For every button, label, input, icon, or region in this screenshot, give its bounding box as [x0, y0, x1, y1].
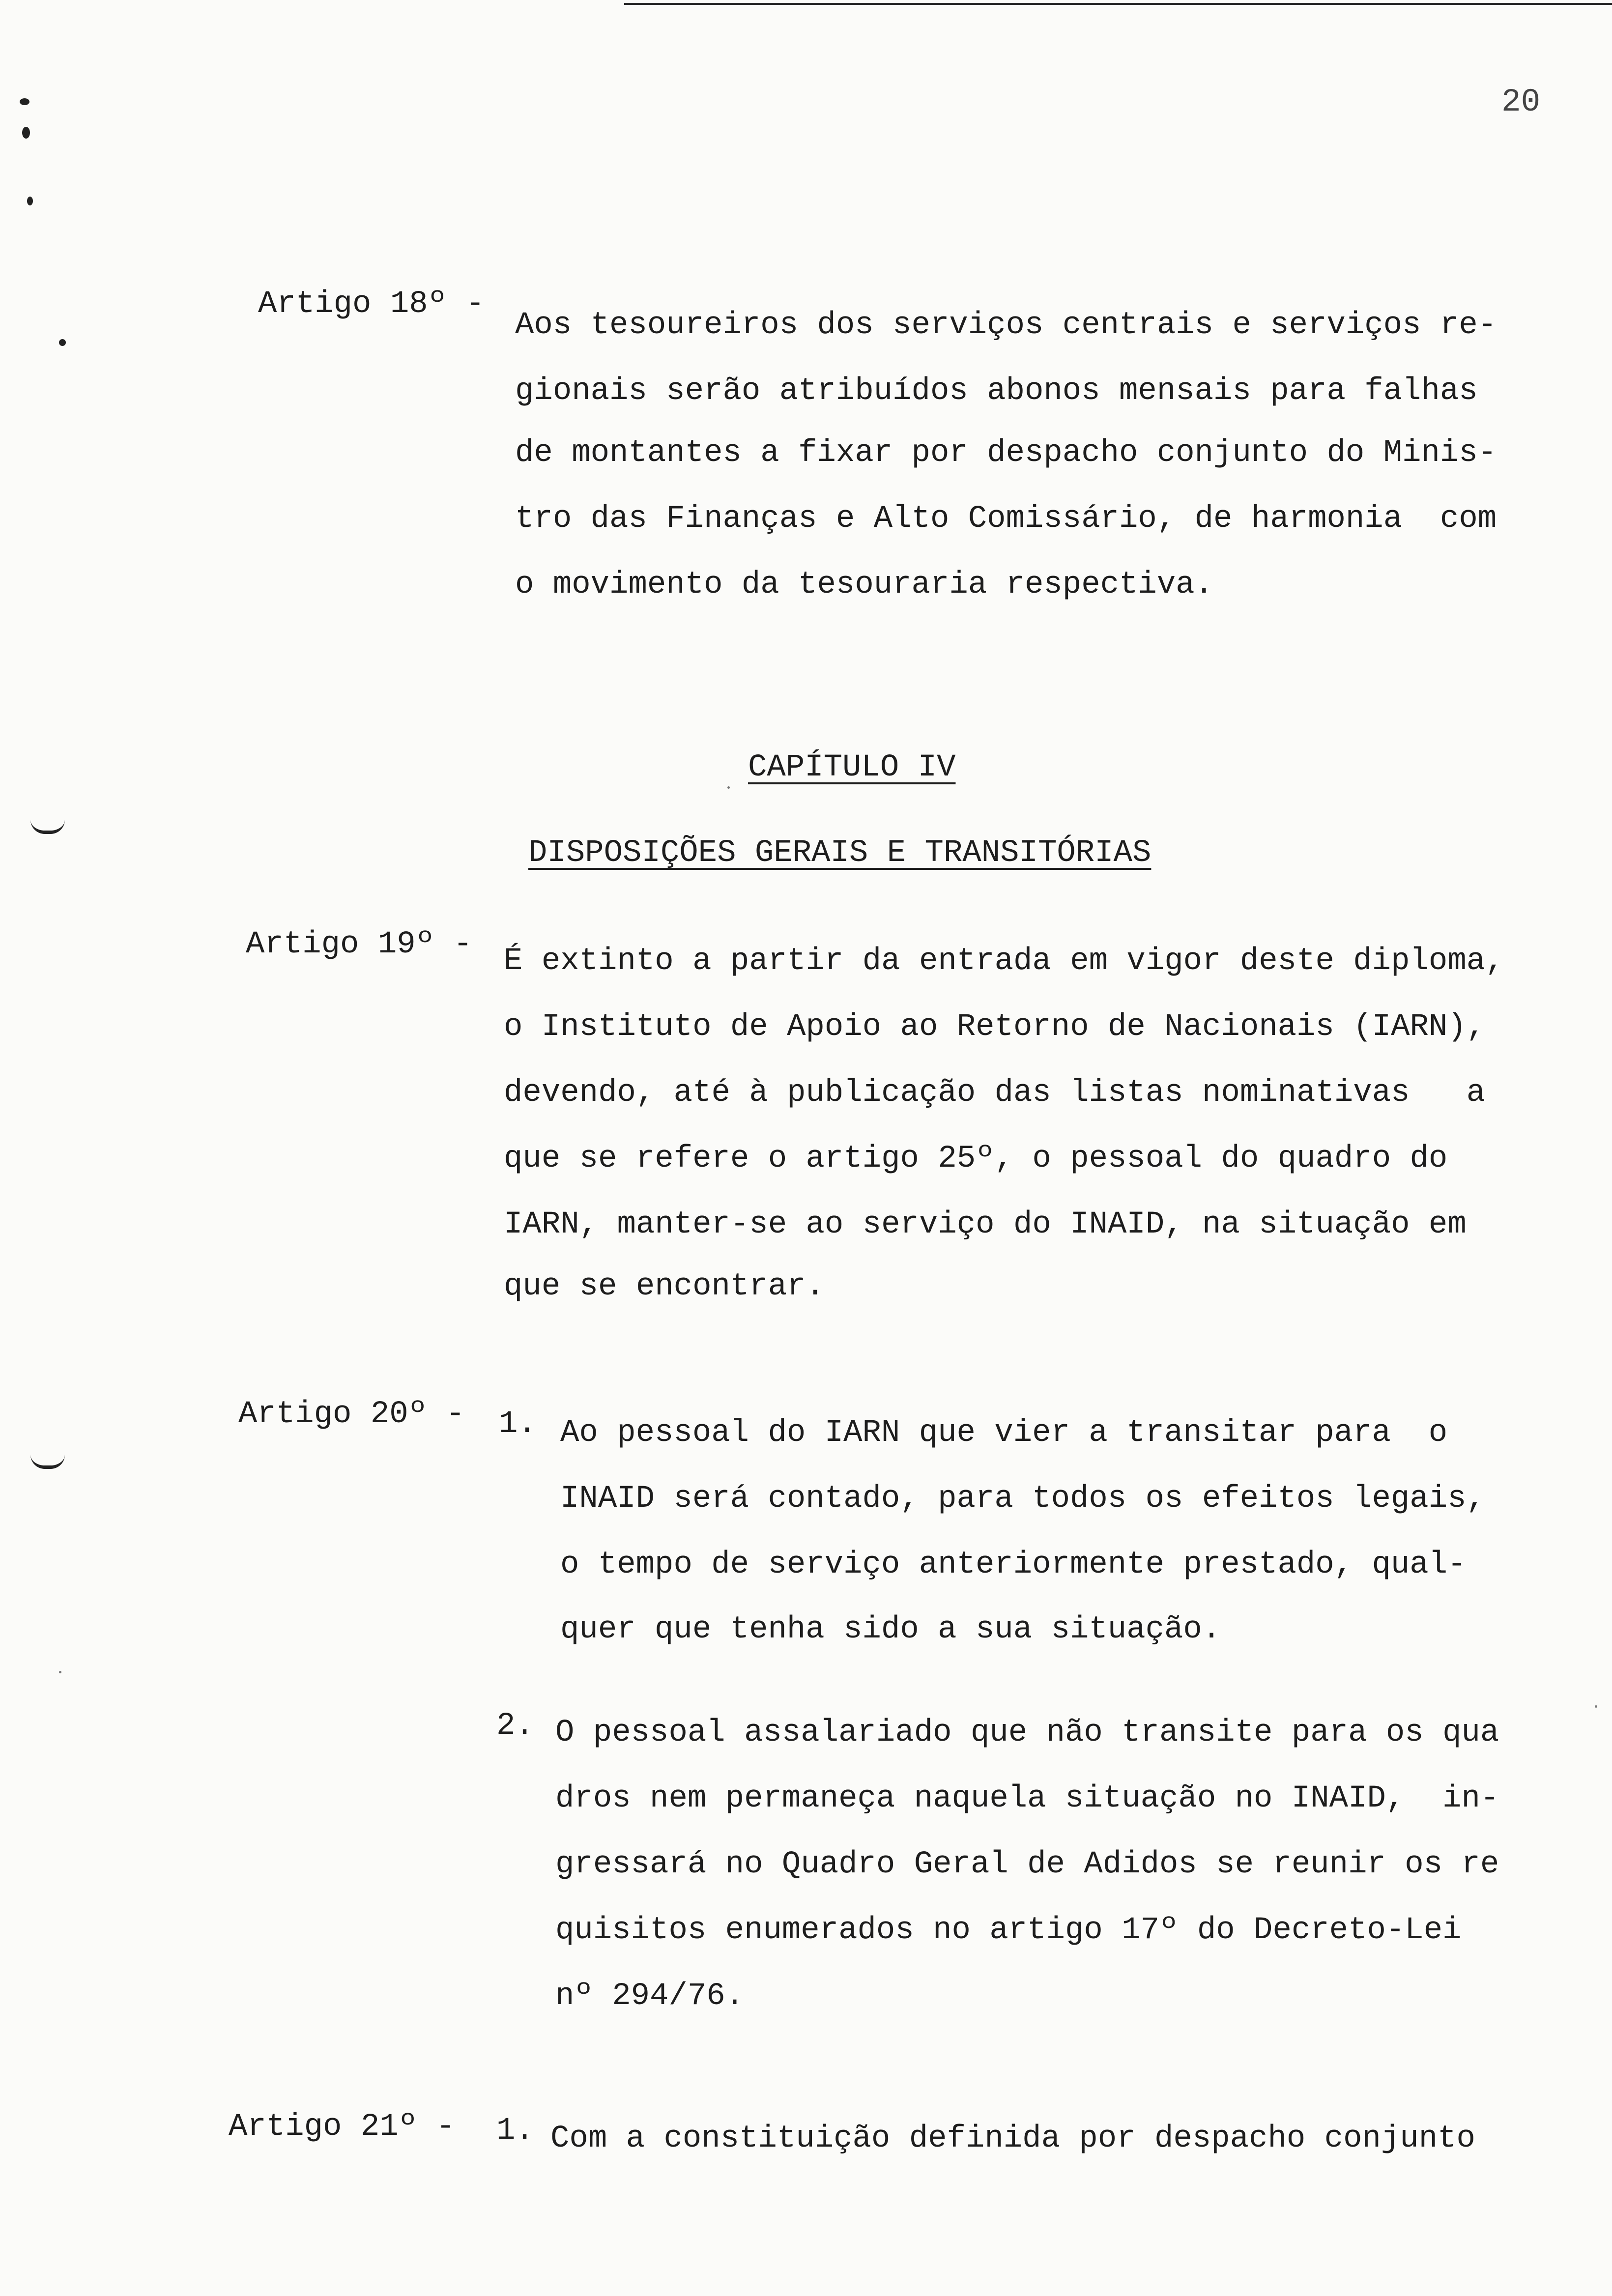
article-20-item-1-line: INAID será contado, para todos os efeitos legais,	[560, 1481, 1485, 1517]
chapter-subtitle: DISPOSIÇÕES GERAIS E TRANSITÓRIAS	[528, 835, 1151, 871]
article-20-item-2-line: quisitos enumerados no artigo 17º do Decreto-Lei	[555, 1913, 1462, 1948]
article-20-item-2-line: O pessoal assalariado que não transite para os qua	[555, 1715, 1499, 1751]
article-20-item-1-line: o tempo de serviço anteriormente prestado, qual-	[560, 1547, 1467, 1582]
article-20-item-1-line: quer que tenha sido a sua situação.	[560, 1612, 1221, 1647]
article-18-line: Aos tesoureiros dos serviços centrais e serviços re-	[515, 308, 1497, 343]
speck	[1595, 1705, 1597, 1708]
top-rule	[624, 3, 1612, 5]
article-20-item-2-number: 2.	[496, 1708, 534, 1744]
margin-mark	[59, 339, 66, 346]
article-21-item-1-line: Com a constituição definida por despacho conjunto	[550, 2121, 1475, 2156]
speck	[727, 786, 730, 789]
article-18-line: gionais serão atribuídos abonos mensais para falhas	[515, 373, 1478, 409]
article-21-item-1-number: 1.	[496, 2113, 534, 2149]
margin-mark	[22, 127, 30, 139]
article-19-line: É extinto a partir da entrada em vigor deste diploma,	[504, 944, 1504, 979]
binding-hole-mark	[30, 1455, 65, 1469]
article-20-item-1-line: Ao pessoal do IARN que vier a transitar para o	[560, 1415, 1448, 1451]
article-18-line: o movimento da tesouraria respectiva.	[515, 567, 1214, 603]
binding-hole-mark	[30, 820, 65, 834]
article-20-label: Artigo 20º -	[238, 1397, 465, 1432]
article-18-label: Artigo 18º -	[258, 287, 485, 322]
margin-mark	[27, 197, 33, 205]
article-20-item-2-line: gressará no Quadro Geral de Adidos se reunir os re	[555, 1847, 1499, 1882]
article-18-line: de montantes a fixar por despacho conjunto do Minis-	[515, 435, 1497, 471]
article-19-line: o Instituto de Apoio ao Retorno de Nacionais (IARN),	[504, 1009, 1486, 1045]
speck	[59, 1671, 61, 1673]
article-20-item-2-line: nº 294/76.	[555, 1979, 745, 2014]
page-number: 20	[1501, 84, 1541, 120]
article-21-label: Artigo 21º -	[229, 2109, 455, 2145]
article-18-line: tro das Finanças e Alto Comissário, de harmonia com	[515, 501, 1497, 537]
article-19-line: que se encontrar.	[504, 1269, 825, 1304]
article-19-label: Artigo 19º -	[246, 927, 472, 962]
margin-mark	[20, 98, 29, 105]
article-19-line: IARN, manter-se ao serviço do INAID, na situação em	[504, 1207, 1467, 1242]
chapter-title: CAPÍTULO IV	[748, 750, 956, 785]
article-19-line: que se refere o artigo 25º, o pessoal do quadro do	[504, 1141, 1448, 1177]
article-19-line: devendo, até à publicação das listas nominativas a	[504, 1075, 1486, 1111]
article-20-item-2-line: dros nem permaneça naquela situação no INAID, in-	[555, 1781, 1499, 1816]
article-20-item-1-number: 1.	[499, 1406, 537, 1442]
